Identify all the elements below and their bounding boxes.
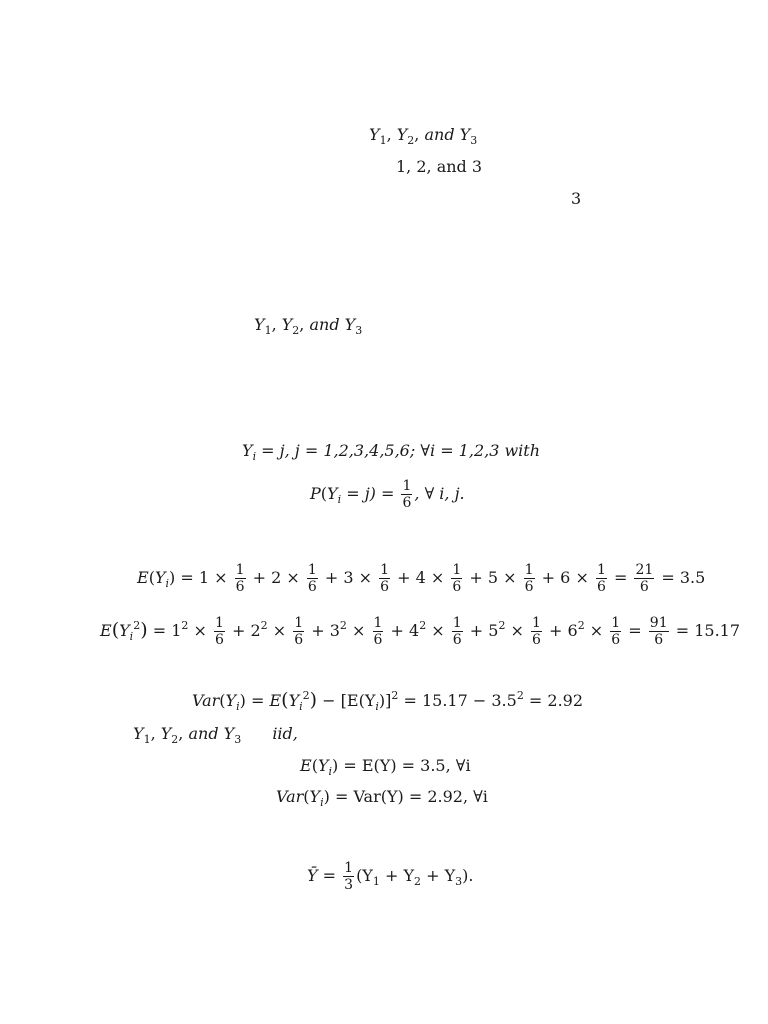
- variables-line-2: $Y_1$, $Y_2$, and $Y_3$: [254, 315, 363, 337]
- values-line: 1, 2, and 3: [396, 157, 483, 176]
- common-variance-line: $Var(Y_i) = Var(Y) = 2.92$, ∀i: [276, 787, 488, 809]
- expectation-equation: $E(Y_i) = 1$ × $\frac{1}{6}$ + 2 × $\frac{1}{6}$ + 3 × $\frac{1}{6}$ + 4 × $\frac{1}{6}$ + 5 × $\frac{1}{6}$ + 6 × $\frac{1}{6}$ = $\frac{21}{6}$ = 3.5: [137, 562, 706, 595]
- variance-equation: $Var(Y_i) = E(Y_i^2) - [E(Y_i)]^2 = 15.17 - 3.5^2 = 2.92$: [192, 689, 584, 713]
- support-equation: $Y_i = j$, j = 1,2,3,4,5,6; ∀i = 1,2,3 with: [242, 441, 541, 463]
- common-mean-line: $E(Y_i) = E(Y) = 3.5$, ∀i: [300, 756, 471, 778]
- fraction: $\frac{1}{6}$: [402, 478, 412, 511]
- iid-line: $Y_1$, $Y_2$, and $Y_3$ iid,: [133, 724, 298, 746]
- count-three: 3: [571, 189, 582, 208]
- variables-line-1: $Y_1$, $Y_2$, and $Y_3$: [369, 125, 478, 147]
- second-moment-equation: $E(Y_i^2) = 1^2$ × $\frac{1}{6}$ + $2^2$ × $\frac{1}{6}$ + $3^2$ × $\frac{1}{6}$ + $4^2$ × $\frac{1}{6}$ + $5^2$ × $\frac{1}{6}$ + $6^2$ × $\frac{1}{6}$ = $\frac{91}{6}$ = 15.17: [100, 615, 741, 648]
- sample-mean-equation: Ȳ = $\frac{1}{3}$ $(Y_1 + Y_2 + Y_3)$.: [307, 860, 474, 893]
- pmf-equation: $P(Y_i = j)$ = $\frac{1}{6}$ , ∀ i, j.: [310, 478, 465, 511]
